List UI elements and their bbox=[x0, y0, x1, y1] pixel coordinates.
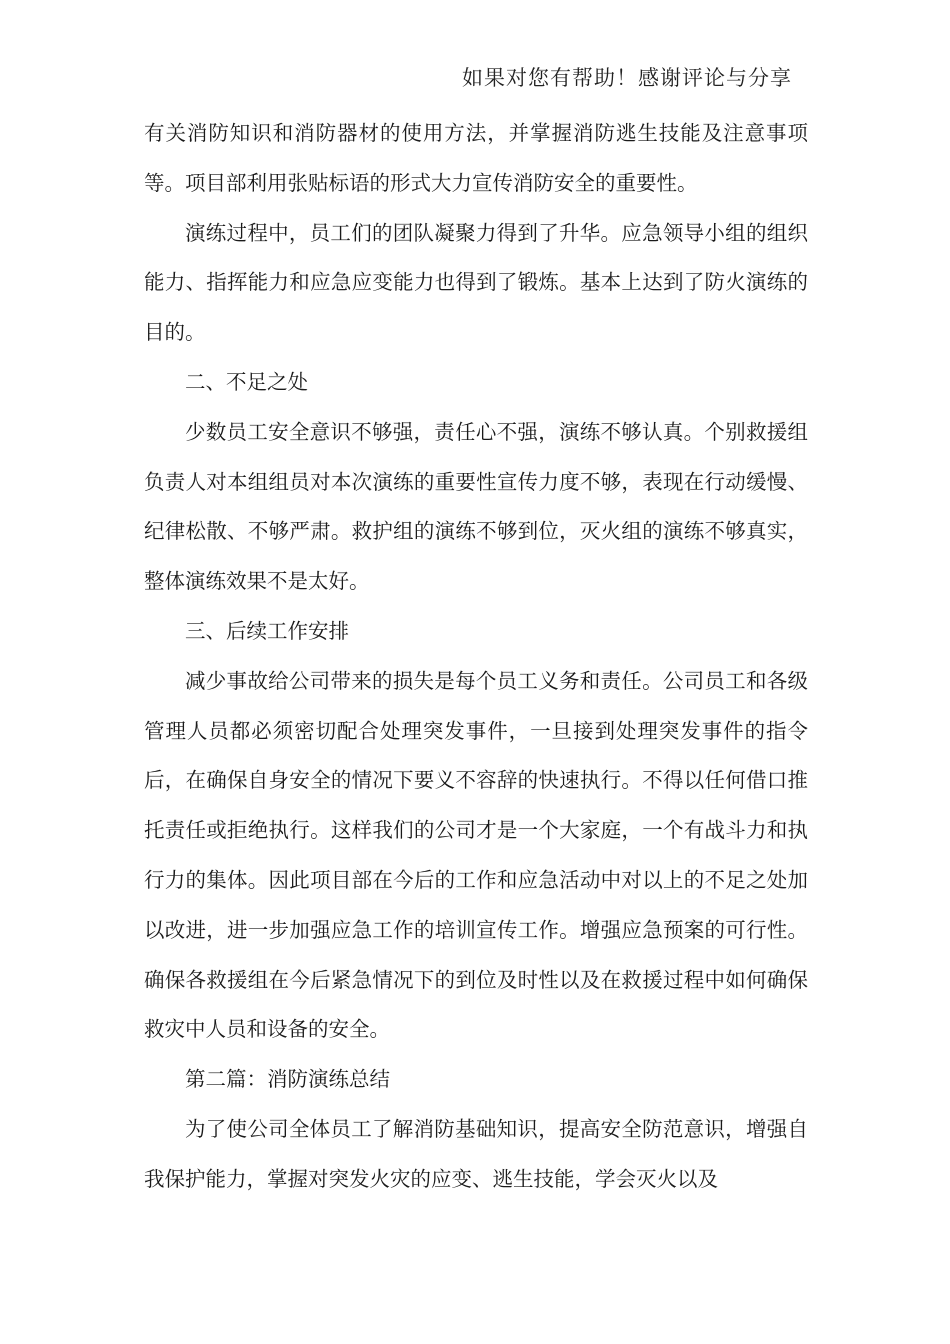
paragraph: 演练过程中，员工们的团队凝聚力得到了升华。应急领导小组的组织能力、指挥能力和应急应变能力也得到了锻炼。基本上达到了防火演练的目的。 bbox=[144, 220, 808, 345]
section-heading: 三、后续工作安排 bbox=[185, 618, 349, 643]
paragraph: 减少事故给公司带来的损失是每个员工义务和责任。公司员工和各级管理人员都必须密切配合处理突发事件，一旦接到处理突发事件的指令后，在确保自身安全的情况下要义不容辞的快速执行。不得以任何借口推托责任或拒绝执行。这样我们的公司才是一个大家庭，一个有战斗力和执行力的集体。因此项目部在今后的工作和应急活动中对以上的不足之处加以改进，进一步加强应急工作的培训宣传工作。增强应急预案的可行性。确保各救援组在今后紧急情况下的到位及时性以及在救援过程中如何确保救灾中人员和设备的安全。 bbox=[144, 668, 808, 1042]
section-heading: 二、不足之处 bbox=[185, 369, 308, 394]
header-note: 如果对您有帮助！感谢评论与分享 bbox=[462, 66, 792, 90]
paragraph: 少数员工安全意识不够强，责任心不强，演练不够认真。个别救援组负责人对本组组员对本次演练的重要性宣传力度不够，表现在行动缓慢、纪律松散、不够严肃。救护组的演练不够到位，灭火组的演练不够真实，整体演练效果不是太好。 bbox=[144, 419, 808, 594]
paragraph: 有关消防知识和消防器材的使用方法，并掌握消防逃生技能及注意事项等。项目部利用张贴标语的形式大力宣传消防安全的重要性。 bbox=[144, 121, 808, 195]
chapter-heading: 第二篇：消防演练总结 bbox=[185, 1067, 390, 1092]
paragraph: 为了使公司全体员工了解消防基础知识，提高安全防范意识，增强自我保护能力，掌握对突发火灾的应变、逃生技能，学会灭火以及 bbox=[144, 1116, 808, 1191]
document-body bbox=[144, 109, 808, 1205]
